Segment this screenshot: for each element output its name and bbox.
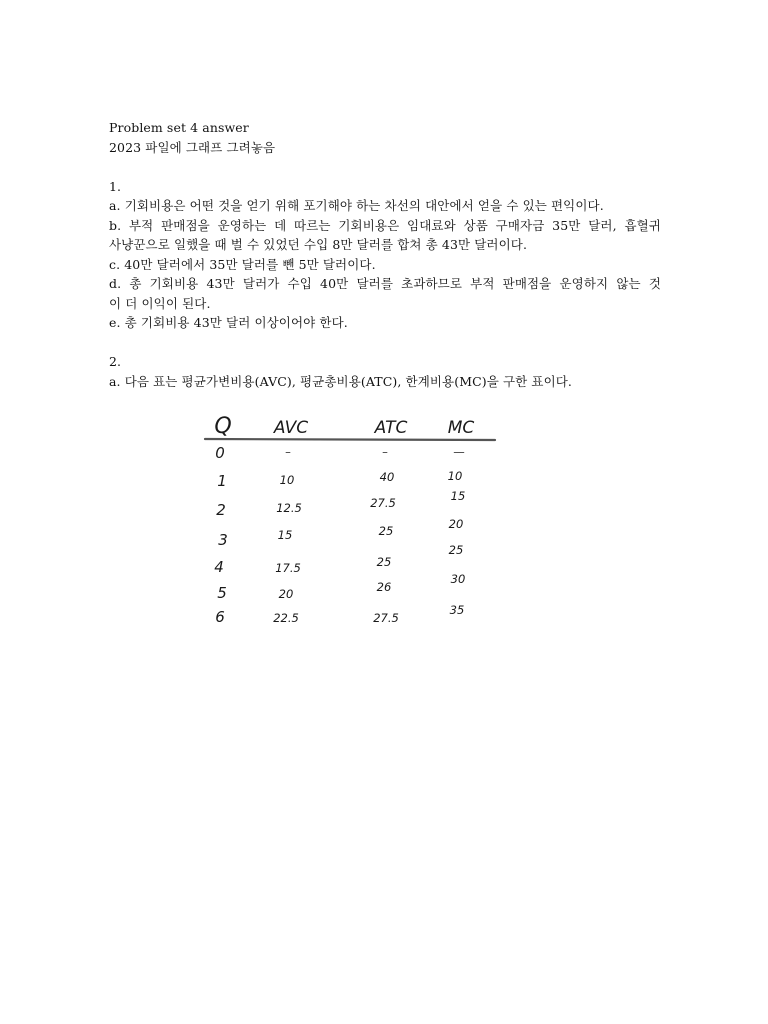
answer-1a: a. 기회비용은 어떤 것을 얻기 위해 포기해야 하는 차선의 대안에서 얻을 수 있는 편익이다. [109, 198, 604, 213]
table-cell-q: 0 [215, 444, 225, 462]
table-cell-atc: 40 [379, 470, 395, 484]
table-cell-q: 1 [217, 472, 227, 490]
table-cell-mc: 25 [448, 543, 464, 557]
table-cell-mc: — [453, 445, 465, 459]
table-cell-q: 3 [218, 531, 228, 549]
table-header-q: Q [214, 414, 232, 439]
table-cell-q: 4 [214, 558, 224, 576]
table-cell-avc: 15 [277, 528, 293, 542]
table-cell-atc: 27.5 [370, 496, 396, 510]
answer-1b-line-2: 사냥꾼으로 일했을 때 벌 수 있었던 수입 8만 달러를 합쳐 총 43만 달러이다. [109, 237, 528, 252]
table-cell-atc: 25 [376, 555, 392, 569]
answer-1e: e. 총 기회비용 43만 달러 이상이어야 한다. [109, 315, 348, 330]
handwritten-cells [214, 414, 474, 626]
table-cell-avc: 17.5 [275, 561, 301, 575]
table-cell-avc: – [285, 445, 291, 459]
table-cell-mc: 30 [450, 572, 466, 586]
paragraph-gap [109, 157, 661, 177]
table-header-atc: ATC [374, 418, 408, 438]
section-2-number: 2. [109, 354, 122, 369]
answer-1d-line-1: d. 총 기회비용 43만 달러가 수입 40만 달러를 초과하므로 부적 판매점을 운영하지 않는 것 [109, 276, 661, 291]
document-body [109, 118, 661, 391]
section-1-number: 1. [109, 178, 122, 194]
table-cell-q: 2 [216, 501, 226, 519]
table-cell-q: 6 [215, 608, 225, 626]
table-cell-avc: 20 [278, 587, 294, 601]
answer-2a: a. 다음 표는 평균가변비용(AVC), 평균총비용(ATC), 한계비용(MC)을 구한 표이다. [109, 373, 572, 389]
table-cell-mc: 20 [448, 517, 464, 531]
table-cell-mc: 10 [447, 469, 463, 483]
document-subtitle: 2023 파일에 그래프 그려놓음 [109, 139, 276, 155]
answer-1d-line-2: 이 더 이익이 된다. [109, 295, 211, 311]
handwritten-table-drawing [195, 408, 505, 636]
table-cell-avc: 10 [279, 473, 295, 487]
table-cell-mc: 15 [450, 489, 466, 503]
table-cell-q: 5 [217, 584, 227, 602]
table-cell-atc: 27.5 [373, 611, 399, 625]
table-cell-atc: 26 [376, 580, 392, 594]
table-cell-atc: – [382, 445, 388, 459]
paragraph-gap [109, 333, 661, 353]
table-cell-avc: 22.5 [273, 611, 299, 625]
table-cell-mc: 35 [449, 603, 465, 617]
table-cell-avc: 12.5 [276, 501, 302, 515]
document-title: Problem set 4 answer [109, 120, 249, 135]
table-cell-atc: 25 [378, 524, 394, 538]
header-underline [205, 439, 495, 440]
table-header-mc: MC [447, 418, 475, 438]
handwritten-cost-table [195, 408, 505, 636]
table-header-avc: AVC [273, 418, 309, 438]
answer-1c: c. 40만 달러에서 35만 달러를 뺀 5만 달러이다. [109, 256, 376, 272]
answer-1b-line-1: b. 부적 판매점을 운영하는 데 따르는 기회비용은 임대료와 상품 구매자금 35만 달러, 흡혈귀 [109, 217, 661, 233]
